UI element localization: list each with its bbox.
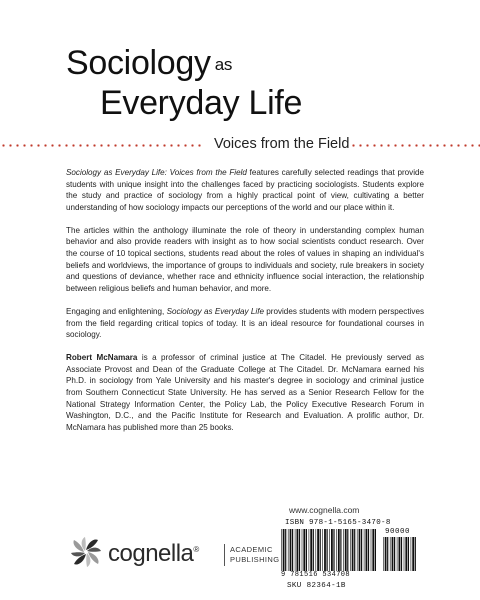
barcode-bar	[285, 529, 286, 571]
author-bio-text: is a professor of criminal justice at The Citadel. He previously served as Associate Provost and Dean of the Graduate College at The Citadel. Dr. McNamara earned his Ph.D. in sociology from Yale University and his master's degree in sociology and criminal justice from Southern Connecticut State University. He has served as a Senior Research Fellow for the National Strategy Information Center, the Policy Lab, the Policy Executive Research Forum in Washington, D.C., and the Pacific Institute for Research and Evaluation. A prolific author, Dr. McNamara has published more than 25 books.	[66, 353, 424, 432]
barcode-bar	[295, 529, 296, 571]
barcode-bar	[401, 537, 402, 571]
barcode-bar	[354, 529, 355, 571]
barcode-bar	[404, 537, 405, 571]
engaging-text: provides students with modern perspectives from the field regarding critical topics of today. It is an ideal resource for foundational courses in sociology.	[66, 306, 424, 340]
barcode-bar	[347, 529, 348, 571]
barcode-bar	[290, 529, 292, 571]
barcode-bar	[331, 529, 333, 571]
dotted-rule-left	[0, 144, 205, 147]
tagline-publishing: PUBLISHING	[230, 555, 280, 564]
barcode-bar	[394, 537, 395, 571]
registered-mark: ®	[193, 545, 199, 554]
barcode-bar	[313, 529, 314, 571]
barcode-bar	[399, 537, 401, 571]
book-title	[66, 44, 426, 122]
author-name: Robert McNamara	[66, 353, 138, 363]
barcode-bar	[324, 529, 326, 571]
paragraph-engaging	[66, 306, 424, 341]
barcode-bar	[352, 529, 354, 571]
barcode-bar	[303, 529, 305, 571]
intro-text: features carefully selected readings that provide students with unique insight into the challenges faced by practicing sociologists. Students explore the study and practice of sociology from a highly practical point of view, cultivating a better understanding of how sociology impacts our perceptions of the world and our place within it.	[66, 168, 424, 212]
tagline-academic: ACADEMIC	[230, 545, 273, 554]
barcode-bar	[383, 537, 384, 571]
barcode-bar	[292, 529, 293, 571]
title-connector: as	[214, 55, 233, 74]
isbn-barcode	[279, 519, 419, 593]
logo-divider	[224, 544, 225, 566]
barcode-bar	[340, 529, 341, 571]
paragraph-intro	[66, 167, 424, 213]
barcode-main-bars	[281, 529, 377, 571]
barcode-bar	[405, 537, 407, 571]
barcode-bar	[309, 529, 310, 571]
barcode-bar	[392, 537, 394, 571]
author-bio	[66, 352, 424, 433]
barcode-bar	[327, 529, 328, 571]
barcode-bar	[350, 529, 351, 571]
barcode-bar	[322, 529, 323, 571]
barcode-bar	[329, 529, 330, 571]
barcode-bar	[375, 529, 376, 571]
barcode-bar	[302, 529, 303, 571]
engaging-book-title: Sociology as Everyday Life	[166, 306, 264, 316]
barcode-bar	[359, 529, 361, 571]
barcode-bar	[288, 529, 289, 571]
barcode-bar	[336, 529, 337, 571]
barcode-addon-bars	[383, 537, 417, 571]
barcode-bar	[310, 529, 312, 571]
barcode-bar	[368, 529, 369, 571]
barcode-addon-number: 90000	[385, 528, 411, 536]
sku-label: SKU 82364-1B	[287, 582, 346, 590]
barcode-digits: 9 781516 534708	[281, 571, 351, 579]
wordmark-text: cognella	[108, 540, 194, 567]
barcode-bar	[364, 529, 365, 571]
barcode-bar	[306, 529, 307, 571]
title-line-1	[66, 44, 426, 84]
intro-book-title: Sociology as Everyday Life: Voices from the Field	[66, 168, 247, 177]
barcode-bar	[408, 537, 409, 571]
barcode-bar	[387, 537, 388, 571]
barcode-bar	[371, 529, 372, 571]
title-line-2: Everyday Life	[100, 84, 303, 122]
barcode-bar	[317, 529, 319, 571]
barcode-bar	[390, 537, 391, 571]
barcode-bar	[320, 529, 321, 571]
publisher-website: www.cognella.com	[289, 505, 360, 515]
barcode-bar	[338, 529, 340, 571]
paragraph-articles: The articles within the anthology illuminate the role of theory in understanding complex human behavior and also provide readers with insight as to how social scientists conduct research. Over the course of 10 topical sections, students read about the roles of values in shaping an individual's beliefs and worldviews, the importance of groups to individuals and society, rule breakers in society and questions of deviance, whether race and ethnicity influence social interaction, the relationship between religious beliefs and human behavior, and more.	[66, 225, 424, 293]
back-cover-copy	[66, 167, 424, 433]
barcode-bar	[316, 529, 317, 571]
cognella-pinwheel-icon	[68, 534, 104, 570]
barcode-bar	[397, 537, 398, 571]
isbn-label: ISBN 978-1-5165-3470-8	[285, 519, 391, 527]
barcode-bar	[372, 529, 374, 571]
dotted-rule-right	[350, 144, 480, 147]
cognella-wordmark	[108, 540, 199, 568]
barcode-bar	[361, 529, 362, 571]
book-subtitle: Voices from the Field	[214, 136, 350, 152]
title-main: Sociology	[66, 44, 211, 82]
barcode-bar	[415, 537, 416, 571]
barcode-bar	[333, 529, 334, 571]
barcode-bar	[385, 537, 387, 571]
barcode-bar	[281, 529, 282, 571]
barcode-bar	[366, 529, 368, 571]
barcode-bar	[297, 529, 299, 571]
barcode-bar	[343, 529, 344, 571]
barcode-bar	[411, 537, 412, 571]
barcode-bar	[345, 529, 347, 571]
barcode-bar	[283, 529, 285, 571]
engaging-lead: Engaging and enlightening,	[66, 306, 167, 316]
barcode-bar	[299, 529, 300, 571]
publisher-tagline	[230, 545, 279, 565]
barcode-bar	[412, 537, 414, 571]
barcode-bar	[357, 529, 358, 571]
